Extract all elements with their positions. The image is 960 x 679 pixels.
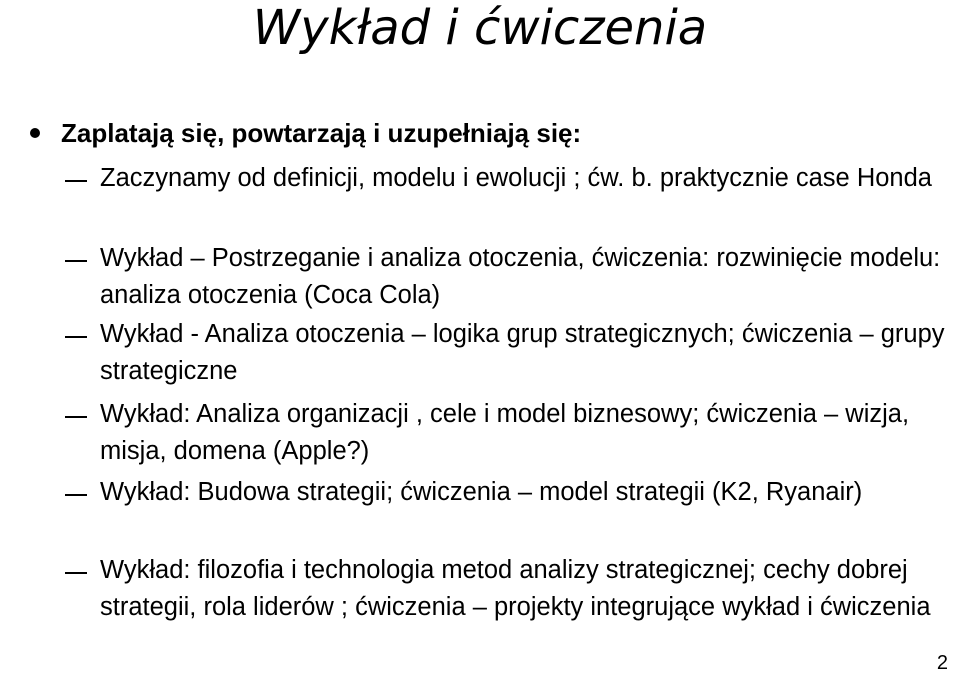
list-item [55,316,955,390]
main-bullet-text: Zaplatają się, powtarzają i uzupełniają się: [61,118,582,148]
page-number: 2 [936,652,948,674]
list-item [55,160,955,197]
list-item [55,396,955,470]
dash-icon [65,416,87,418]
list-item-text: Zaczynamy od definicji, modelu i ewolucji ; ćw. b. praktycznie case Honda [100,164,932,192]
dash-icon [65,180,87,182]
list-item-text: Wykład: Analiza organizacji , cele i model biznesowy; ćwiczenia – wizja, misja, domena (Apple?) [100,400,910,465]
dash-icon [65,494,87,496]
list-item [55,240,955,314]
dash-icon [65,572,87,574]
list-item-text: Wykład: filozofia i technologia metod analizy strategicznej; cechy dobrej strategii, rola liderów ; ćwiczenia – projekty integrujące wykład i ćwiczenia [100,556,931,621]
bullet-dot-icon [30,128,40,138]
list-item-text: Wykład – Postrzeganie i analiza otoczenia, ćwiczenia: rozwinięcie modelu: analiza otoczenia (Coca Cola) [100,244,941,309]
list-item-text: Wykład - Analiza otoczenia – logika grup strategicznych; ćwiczenia – grupy strategiczne [100,320,945,385]
dash-icon [65,260,87,262]
list-item [55,552,955,626]
slide-title: Wykład i ćwiczenia [252,0,708,56]
dash-icon [65,336,87,338]
main-bullet [30,118,581,148]
list-item-text: Wykład: Budowa strategii; ćwiczenia – model strategii (K2, Ryanair) [100,478,863,506]
list-item [55,474,955,511]
